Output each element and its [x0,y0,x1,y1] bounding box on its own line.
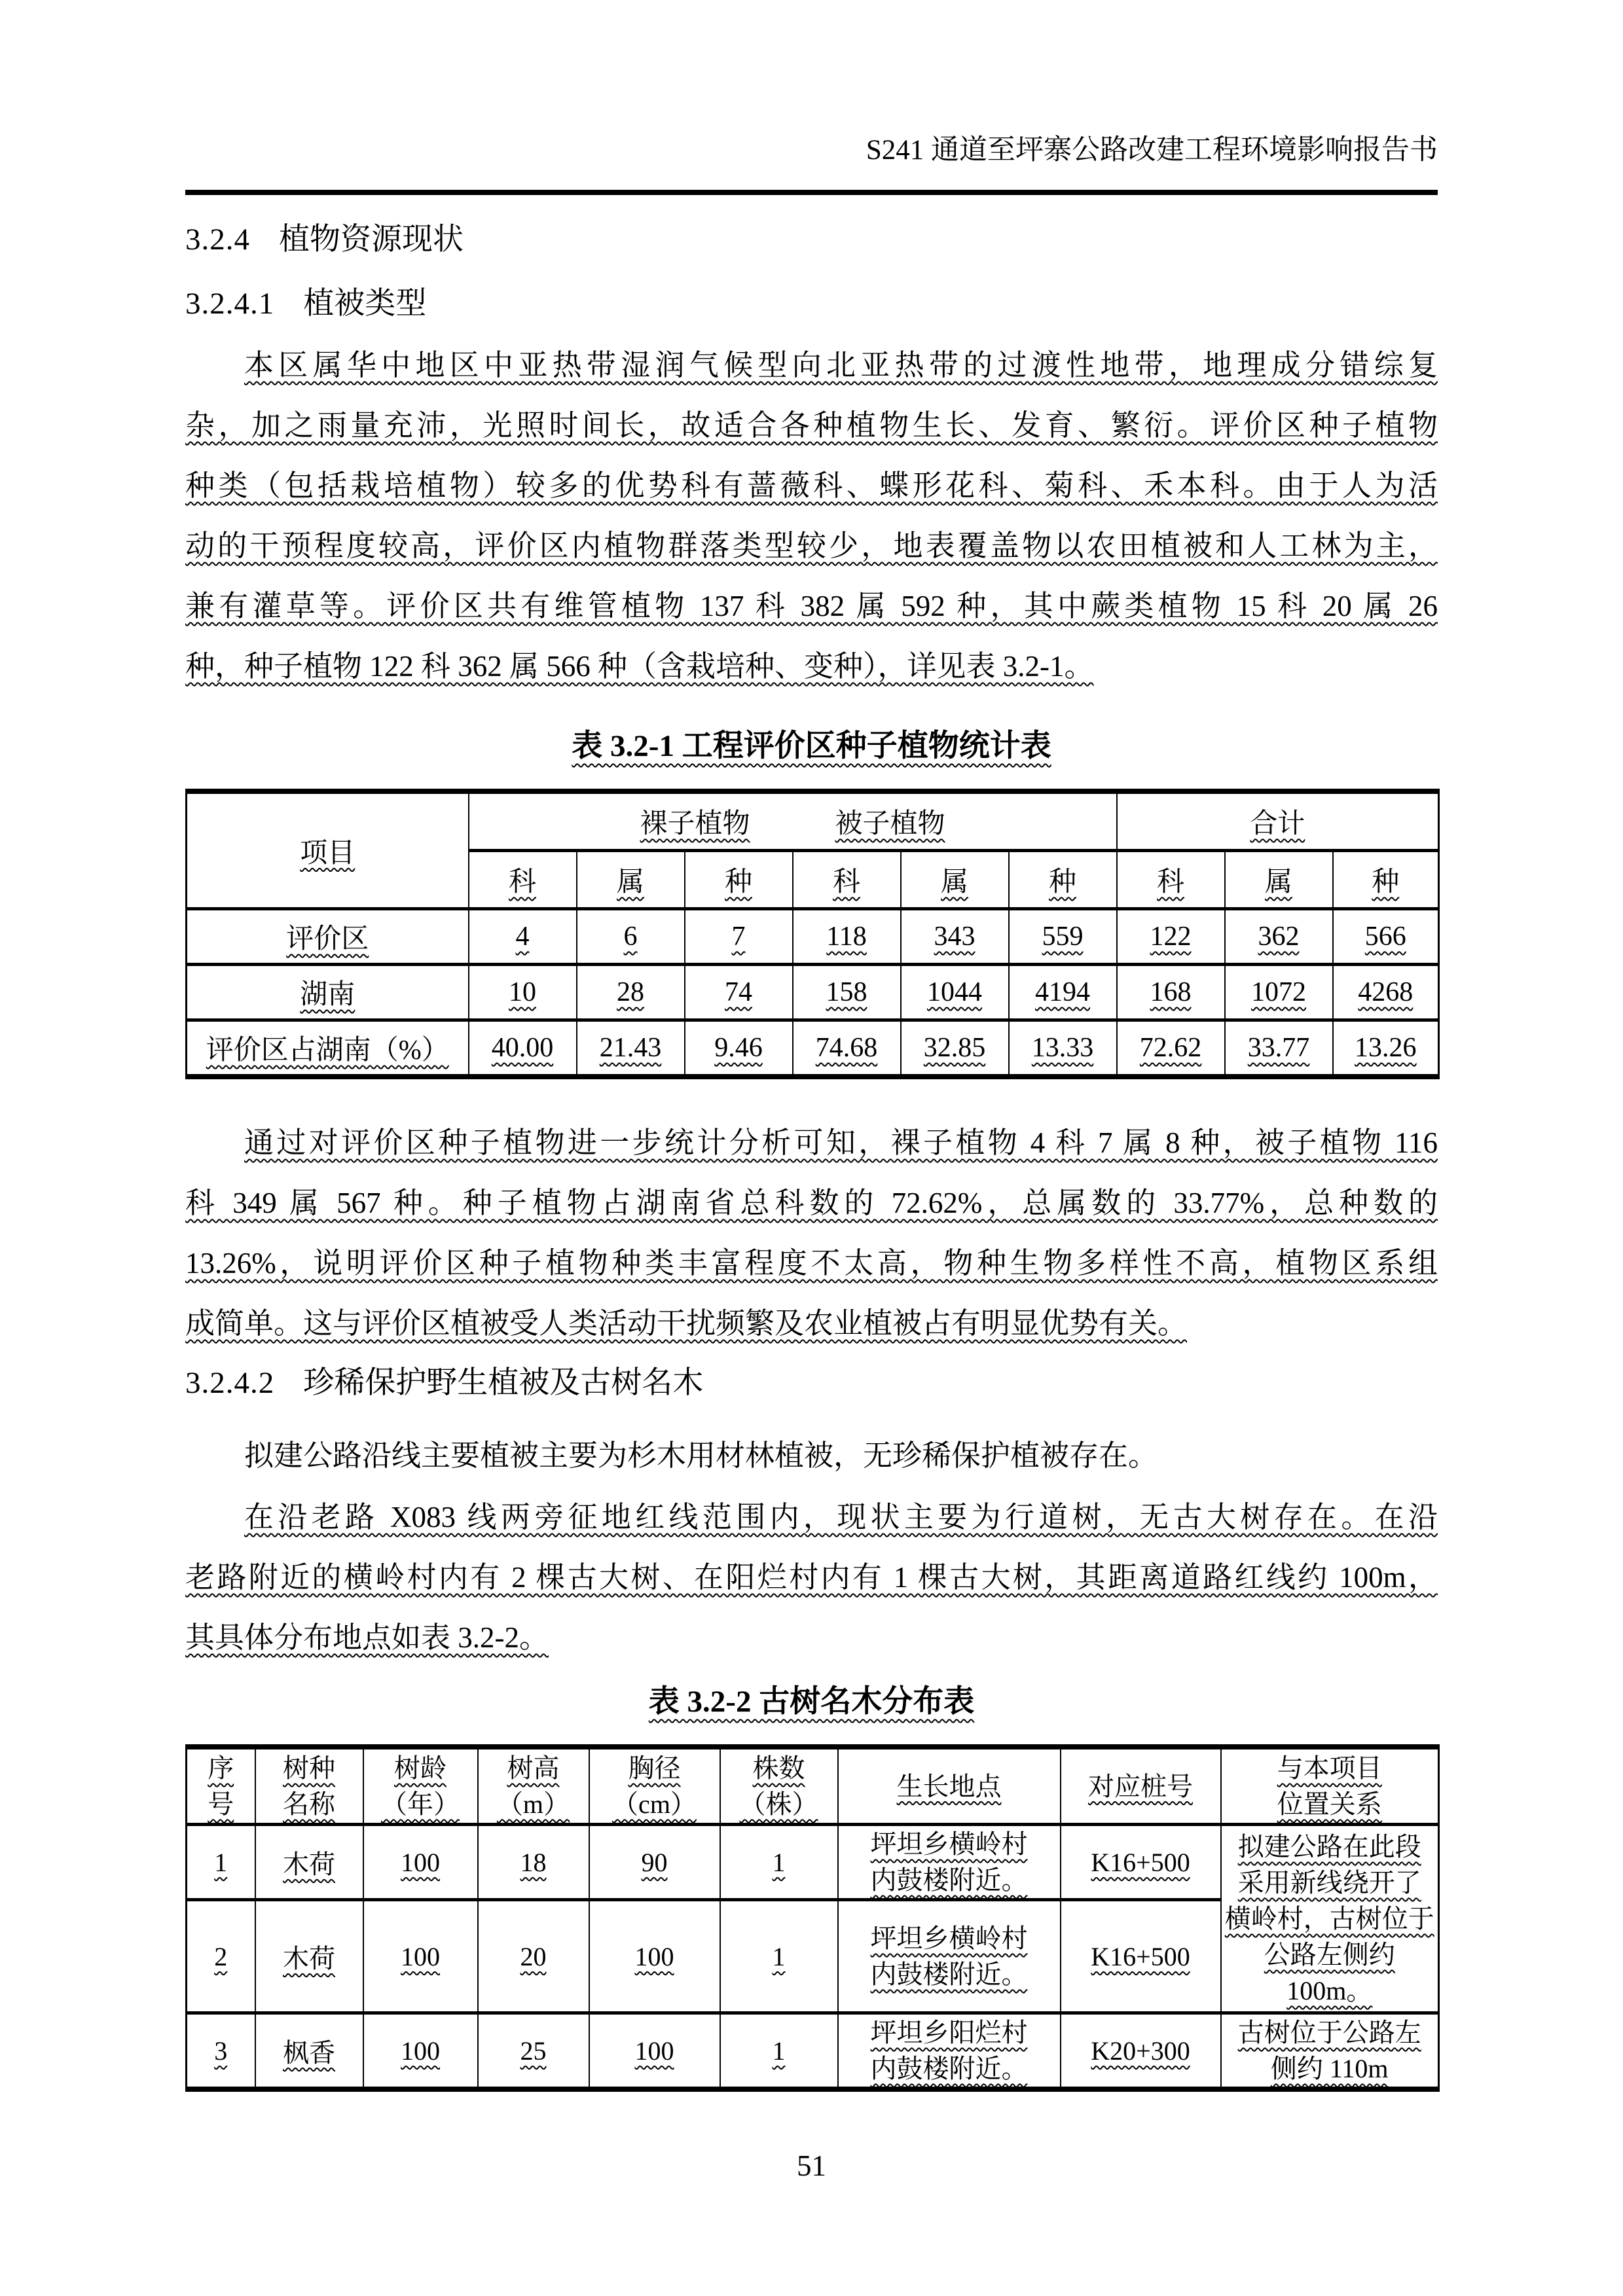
table2-cell-species: 木荷 [255,1900,363,2013]
table1-title-text: 表 3.2-1 工程评价区种子植物统计表 [572,729,1051,763]
cell-text-line: 对应桩号 [1088,1771,1193,1801]
table2-cell-age: 100 [363,2013,478,2090]
cell-text-line: 与本项目 [1277,1753,1382,1783]
section-title: 珍稀保护野生植被及古树名木 [303,1366,704,1400]
paragraph-line: 种，种子植物 122 科 362 属 566 种（含栽培种、变种），详见表 3.2-1。 [185,650,1094,683]
table1-subheader: 属 [577,851,685,909]
cell-text-line: 公路左侧约 [1264,1940,1395,1969]
table2-header-row [187,1747,1439,1825]
table1-cell: 566 [1333,909,1439,965]
table2-cell-dbh: 90 [589,1825,720,1900]
cell-text-line: 坪坦乡横岭村 [870,1924,1028,1953]
table1-subheader: 属 [901,851,1009,909]
table2-cell-location [838,2013,1061,2090]
table2-header-count [720,1747,838,1825]
header-rule [185,190,1438,195]
table1-group-total-cell [1117,791,1439,851]
table2-header-height [478,1747,589,1825]
table1-cell: 4194 [1009,965,1117,1020]
cell-text-line: 坪坦乡横岭村 [870,1829,1028,1859]
cell-text-line: 树高 [507,1753,560,1783]
table1-cell: 10 [469,965,577,1020]
table1-group-naked: 裸子植物 [640,809,750,839]
table1-cell: 7 [685,909,793,965]
running-header-title: S241 通道至坪寨公路改建工程环境影响报告书 [866,135,1438,166]
section-number: 3.2.4.2 [185,1366,275,1400]
table1-subheader: 科 [793,851,901,909]
paragraph-line: 其具体分布地点如表 3.2-2。 [185,1621,549,1654]
paragraph-line: 通过对评价区种子植物进一步统计分析可知，裸子植物 4 科 7 属 8 种，被子植物 116 [244,1126,1438,1159]
table1-cell: 74 [685,965,793,1020]
table1-cell: 9.46 [685,1020,793,1077]
cell-text-line: 古树位于公路左 [1237,2018,1421,2047]
table2-title [185,1683,1438,1720]
table1-cell: 32.85 [901,1020,1009,1077]
cell-text-line: 树龄 [394,1753,447,1783]
table1-row-percentage [187,1020,1439,1077]
table1-row-pingjiaqu [187,909,1439,965]
table2-header-location [838,1747,1061,1825]
table2-cell-age: 100 [363,1825,478,1900]
table1-row-hunan [187,965,1439,1020]
table1-cell: 33.77 [1225,1020,1333,1077]
table1-cell: 122 [1117,909,1225,965]
paragraph-line: 杂，加之雨量充沛，光照时间长，故适合各种植物生长、发育、繁衍。评价区种子植物 [185,409,1438,442]
cell-text-line: 号 [208,1789,234,1819]
table2-header-species [255,1747,363,1825]
cell-text-line: 100m。 [1286,1976,1373,2005]
table2-cell-station: K20+300 [1061,2013,1221,2090]
paragraph-line: 在沿老路 X083 线两旁征地红线范围内，现状主要为行道树，无古大树存在。在沿 [244,1501,1438,1534]
table2-cell-no: 2 [187,1900,255,2013]
table2-cell-relation [1221,2013,1439,2090]
table2-cell-no: 3 [187,2013,255,2090]
table2-cell-species: 木荷 [255,1825,363,1900]
section-number: 3.2.4 [185,223,250,257]
table2-header-no [187,1747,255,1825]
cell-text-line: 内鼓楼附近。 [870,1960,1028,1989]
cell-text-line: 侧约 110m [1270,2054,1389,2083]
section-heading-3-2-4-1 [185,285,426,322]
page-number: 51 [797,2149,826,2182]
cell-text-line: 横岭村，古树位于 [1224,1904,1434,1933]
paragraph-line: 本区属华中地区中亚热带湿润气候型向北亚热带的过渡性地带，地理成分错综复 [244,349,1438,382]
table2-cell-height: 25 [478,2013,589,2090]
table2-header-age [363,1747,478,1825]
table2-row-3 [187,2013,1439,2090]
cell-text-line: 采用新线绕开了 [1237,1868,1421,1897]
table1-subheader: 种 [685,851,793,909]
table2-header-relation [1221,1747,1439,1825]
section-title: 植被类型 [303,287,427,321]
table2-cell-age: 100 [363,1900,478,2013]
table2-cell-dbh: 100 [589,1900,720,2013]
table1-row-label: 湖南 [187,965,469,1020]
paragraph-old-trees [185,1487,1438,1668]
section-number: 3.2.4.1 [185,287,275,321]
table1-item-header-cell [187,791,469,909]
table1-group-plants-cell [469,791,1117,851]
table2-cell-count: 1 [720,1900,838,2013]
table1-cell: 158 [793,965,901,1020]
table1-cell: 1072 [1225,965,1333,1020]
paragraph-vegetation-types [185,335,1438,696]
cell-text-line: （m） [496,1789,570,1819]
cell-text-line: （年） [381,1789,460,1819]
table1-cell: 362 [1225,909,1333,965]
table2-cell-station: K16+500 [1061,1900,1221,2013]
section-title: 植物资源现状 [279,223,464,257]
table1-row-label: 评价区 [187,909,469,965]
table1-cell: 13.26 [1333,1020,1439,1077]
paragraph-line: 成简单。这与评价区植被受人类活动干扰频繁及农业植被占有明显优势有关。 [185,1307,1188,1340]
table1-subheader: 种 [1009,851,1117,909]
old-tree-distribution-table [185,1744,1440,2092]
paragraph-rare-plants [185,1426,1438,1486]
cell-text-line: 内鼓楼附近。 [870,2054,1028,2083]
table2-cell-height: 18 [478,1825,589,1900]
table1-row-label: 评价区占湖南（%） [187,1020,469,1077]
paragraph-statistics-analysis [185,1113,1438,1354]
cell-text-line: 拟建公路在此段 [1237,1832,1421,1861]
table1-cell: 559 [1009,909,1117,965]
table2-header-station [1061,1747,1221,1825]
cell-text-line: 位置关系 [1277,1789,1382,1819]
table1-cell: 118 [793,909,901,965]
table1-cell: 72.62 [1117,1020,1225,1077]
table2-cell-species: 枫香 [255,2013,363,2090]
paragraph-line: 拟建公路沿线主要植被主要为杉木用材林植被，无珍稀保护植被存在。 [244,1439,1158,1472]
paragraph-line: 种类（包括栽培植物）较多的优势科有蔷薇科、蝶形花科、菊科、禾本科。由于人为活 [185,469,1438,502]
paragraph-line: 动的干预程度较高，评价区内植物群落类型较少，地表覆盖物以农田植被和人工林为主， [185,529,1438,562]
table1-cell: 74.68 [793,1020,901,1077]
table1-item-header: 项目 [300,838,356,869]
table1-group-angio: 被子植物 [835,809,945,839]
table1-cell: 6 [577,909,685,965]
table1-subheader: 科 [1117,851,1225,909]
table2-cell-station: K16+500 [1061,1825,1221,1900]
cell-text-line: 坪坦乡阳烂村 [870,2018,1028,2047]
table2-cell-height: 20 [478,1900,589,2013]
table1-subheader: 属 [1225,851,1333,909]
cell-text-line: （cm） [612,1789,697,1819]
table2-cell-no: 1 [187,1825,255,1900]
paragraph-line: 13.26%，说明评价区种子植物种类丰富程度不太高，物种生物多样性不高，植物区系组 [185,1247,1438,1280]
cell-text-line: （株） [739,1789,818,1819]
table2-cell-dbh: 100 [589,2013,720,2090]
table1-cell: 343 [901,909,1009,965]
table2-cell-location [838,1900,1061,2013]
table1-subheader: 种 [1333,851,1439,909]
cell-text-line: 树种 [283,1753,335,1783]
table2-cell-count: 1 [720,2013,838,2090]
cell-text-line: 生长地点 [896,1771,1002,1801]
section-heading-3-2-4 [185,221,464,258]
table2-row-1 [187,1825,1439,1900]
cell-text-line: 株数 [752,1753,805,1783]
table2-header-dbh [589,1747,720,1825]
paragraph-line: 老路附近的横岭村内有 2 棵古大树、在阳烂村内有 1 棵古大树，其距离道路红线约 100m， [185,1561,1438,1594]
table2-cell-location [838,1825,1061,1900]
table1-cell: 1044 [901,965,1009,1020]
table2-title-text: 表 3.2-2 古树名木分布表 [648,1685,975,1719]
cell-text-line: 内鼓楼附近。 [870,1865,1028,1895]
seed-plant-statistics-table [185,789,1440,1079]
table2-cell-count: 1 [720,1825,838,1900]
table1-subheader: 科 [469,851,577,909]
paragraph-line: 科 349 属 567 种。种子植物占湖南省总科数的 72.62%，总属数的 33.77%，总种数的 [185,1187,1438,1219]
table1-cell: 28 [577,965,685,1020]
table2-cell-relation-merged [1221,1825,1439,2013]
table1-cell: 4 [469,909,577,965]
table1-title [185,728,1438,764]
table1-group-total: 合计 [1250,809,1305,839]
cell-text-line: 序 [208,1753,234,1783]
table1-cell: 4268 [1333,965,1439,1020]
cell-text-line: 名称 [283,1789,335,1819]
section-heading-3-2-4-2 [185,1365,703,1401]
cell-text-line: 胸径 [628,1753,681,1783]
table1-cell: 168 [1117,965,1225,1020]
paragraph-line: 兼有灌草等。评价区共有维管植物 137 科 382 属 592 种，其中蕨类植物 15 科 20 属 26 [185,590,1438,622]
table1-cell: 40.00 [469,1020,577,1077]
table1-cell: 21.43 [577,1020,685,1077]
table1-cell: 13.33 [1009,1020,1117,1077]
